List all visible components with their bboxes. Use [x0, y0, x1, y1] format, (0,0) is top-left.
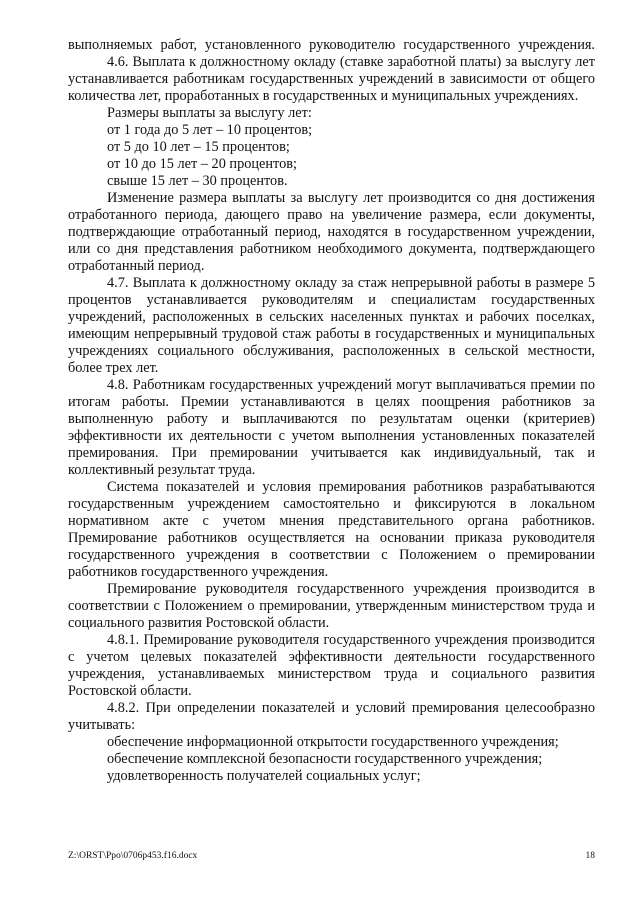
- paragraph-4-6: 4.6. Выплата к должностному окладу (ставке заработной платы) за выслугу лет устанавливается работникам государственных учреждений в зависимости от общего количества лет, проработанных в государственных и муниципальных учреждениях.: [68, 54, 595, 104]
- paragraph-continuation: выполняемых работ, установленного руководителю государственного учреждения.: [68, 37, 595, 53]
- paragraph-size-change: Изменение размера выплаты за выслугу лет производится со дня достижения отработанного периода, дающего право на увеличение размера, если документы, подтверждающие отработанный период, находятся в государственном учреждении, или со дня представления работником необходимого документа, подтверждающего отработанный период.: [68, 190, 595, 274]
- paragraph-director-bonus: Премирование руководителя государственного учреждения производится в соответствии с Положением о премировании, утвержденным министерством труда и социального развития Ростовской области.: [68, 581, 595, 631]
- list-item: от 5 до 10 лет – 15 процентов;: [107, 139, 290, 155]
- list-item: обеспечение информационной открытости государственного учреждения;: [107, 734, 559, 750]
- page-footer: [68, 851, 595, 861]
- list-item-header: Размеры выплаты за выслугу лет:: [107, 105, 312, 121]
- paragraph-4-8-1: 4.8.1. Премирование руководителя государственного учреждения производится с учетом целевых показателей эффективности деятельности государственного учреждения, устанавливаемых министерством труда и социального развития Ростовской области.: [68, 632, 595, 699]
- page-number: 18: [585, 851, 595, 861]
- list-item: от 1 года до 5 лет – 10 процентов;: [107, 122, 313, 138]
- list-item: свыше 15 лет – 30 процентов.: [107, 173, 288, 189]
- paragraph-4-8-2: 4.8.2. При определении показателей и условий премирования целесообразно учитывать:: [68, 700, 595, 733]
- file-path: Z:\ORST\Ppo\0706p453.f16.docx: [68, 851, 198, 861]
- list-item: удовлетворенность получателей социальных услуг;: [107, 768, 421, 784]
- paragraph-4-8: 4.8. Работникам государственных учреждений могут выплачиваться премии по итогам работы. Премии устанавливаются в целях поощрения работников за выполненную работу и выплачиваются по результатам оценки (критериев) эффективности их деятельности с учетом выполнения установленных показателей премирования. При премировании учитывается как индивидуальный, так и коллективный результат труда.: [68, 377, 595, 478]
- list-item: обеспечение комплексной безопасности государственного учреждения;: [107, 751, 543, 767]
- list-item: от 10 до 15 лет – 20 процентов;: [107, 156, 297, 172]
- document-body: [68, 37, 595, 785]
- paragraph-4-7: 4.7. Выплата к должностному окладу за стаж непрерывной работы в размере 5 процентов устанавливается руководителям и специалистам государственных учреждений, расположенных в сельских населенных пунктах и рабочих поселках, имеющим непрерывный трудовой стаж работы в государственных и муниципальных учреждениях социального обслуживания, расположенных в сельской местности, более трех лет.: [68, 275, 595, 376]
- paragraph-indicator-system: Система показателей и условия премирования работников разрабатываются государственным учреждением самостоятельно и фиксируются в локальном нормативном акте с учетом мнения представительного органа работников. Премирование работников осуществляется на основании приказа руководителя государственного учреждения в соответствии с Положением о премировании работников государственного учреждения.: [68, 479, 595, 580]
